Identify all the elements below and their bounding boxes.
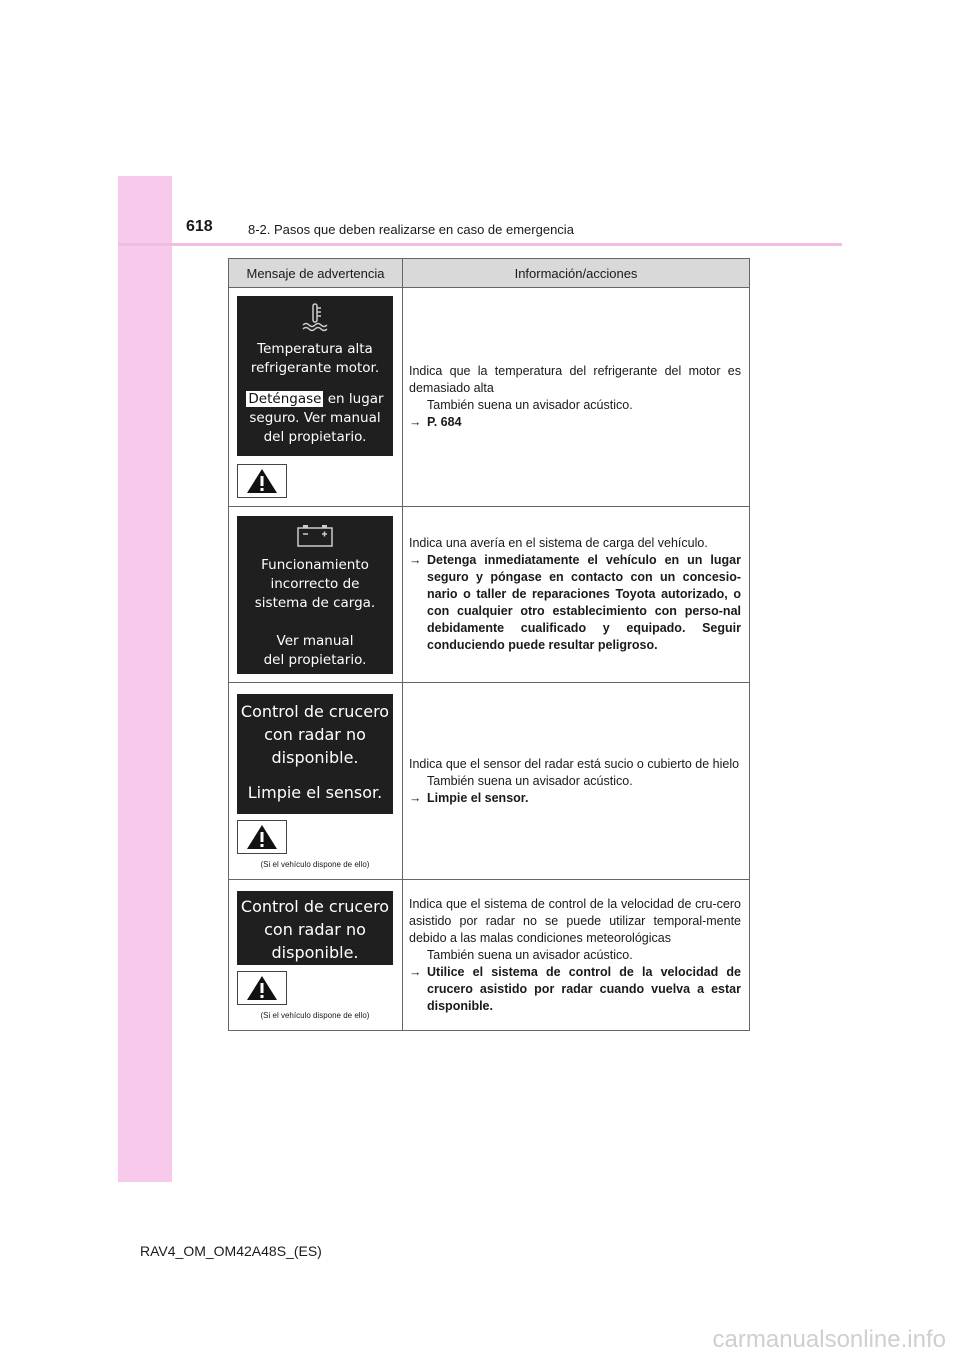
warning-screen	[237, 296, 393, 456]
screen-line: incorrecto de	[270, 575, 360, 592]
table-row	[229, 288, 750, 507]
warning-triangle-icon	[237, 464, 287, 498]
info-cell	[403, 683, 750, 880]
warning-message-table	[228, 258, 750, 1031]
screen-line: Limpie el sensor.	[247, 782, 383, 802]
info-action: → Detenga inmediatamente el vehículo en un lugar seguro y póngase en contacto con un concesio-nario o taller de reparaciones Toyota autorizado, o con cualquier otro establecimiento con perso-nal debidamente cualificado y equipado. Seguir conduciendo puede resultar peligroso.	[409, 553, 741, 652]
screen-line: disponible.	[271, 942, 359, 962]
screen-line: del propietario.	[263, 429, 367, 445]
arrow-icon: →	[409, 553, 422, 567]
warning-screen	[237, 694, 393, 814]
screen-line	[237, 613, 393, 632]
warning-triangle-icon	[237, 820, 287, 854]
info-action	[409, 414, 741, 431]
screen-line: con radar no	[264, 724, 366, 744]
battery-icon	[295, 522, 335, 548]
info-main: Indica que el sistema de control de la velocidad de cru-cero asistido por radar no se puede utilizar temporal-mente debido a las malas condiciones meteorológicas	[409, 896, 741, 945]
screen-line	[237, 769, 393, 781]
screen-line: Ver manual	[276, 632, 354, 649]
page-number: 618	[186, 218, 213, 235]
info-main: Indica una avería en el sistema de carga del vehículo.	[409, 536, 708, 550]
screen-line: seguro. Ver manual	[249, 410, 381, 426]
column-header-info: Información/acciones	[403, 259, 750, 288]
warning-triangle-icon	[237, 971, 287, 1005]
info-main: Indica que la temperatura del refrigerante del motor es demasiado alta	[409, 364, 741, 395]
availability-note: (Si el vehículo dispone de ello)	[260, 1010, 370, 1020]
arrow-icon: →	[409, 964, 422, 979]
info-cell	[403, 507, 750, 683]
column-header-message: Mensaje de advertencia	[229, 259, 403, 288]
info-sub: También suena un avisador acústico.	[427, 398, 633, 412]
warning-screen	[237, 516, 393, 674]
screen-line: del propietario.	[263, 651, 367, 668]
warning-screen	[237, 891, 393, 965]
message-cell	[229, 880, 403, 1031]
screen-highlight: Deténgase	[248, 391, 322, 407]
document-code: RAV4_OM_OM42A48S_(ES)	[140, 1243, 322, 1259]
screen-line: en lugar	[323, 391, 384, 407]
info-cell	[403, 880, 750, 1031]
header-rule	[118, 243, 842, 246]
table-row	[229, 880, 750, 1031]
screen-line: refrigerante motor.	[250, 360, 380, 376]
watermark: carmanualsonline.info	[712, 1326, 946, 1353]
screen-line: Temperatura alta	[257, 341, 373, 357]
message-cell	[229, 507, 403, 683]
table-row	[229, 507, 750, 683]
info-action: → Limpie el sensor.	[409, 790, 529, 805]
info-main: Indica que el sensor del radar está sucio o cubierto de hielo	[409, 756, 740, 771]
screen-line: con radar no	[264, 919, 366, 939]
screen-line-group	[237, 390, 393, 409]
screen-line: disponible.	[271, 747, 359, 767]
table-header-row	[229, 259, 750, 288]
arrow-icon: →	[409, 415, 422, 429]
page-reference-link[interactable]: P. 684	[427, 415, 462, 429]
table-row	[229, 683, 750, 880]
message-cell	[229, 288, 403, 507]
message-cell	[229, 683, 403, 880]
screen-line: Control de crucero	[240, 896, 390, 916]
screen-line: Funcionamiento	[261, 556, 369, 573]
info-cell	[403, 288, 750, 507]
info-sub: También suena un avisador acústico.	[427, 773, 633, 788]
screen-line: sistema de carga.	[254, 594, 376, 611]
info-action: → Utilice el sistema de control de la velocidad de crucero asistido por radar cuando vuelva a estar disponible.	[409, 964, 741, 1013]
screen-line: Control de crucero	[240, 701, 390, 721]
section-title: 8-2. Pasos que deben realizarse en caso de emergencia	[248, 222, 574, 237]
side-color-band	[118, 176, 172, 1182]
info-sub: También suena un avisador acústico.	[427, 947, 633, 962]
availability-note: (Si el vehículo dispone de ello)	[260, 859, 370, 869]
coolant-temperature-icon	[299, 302, 331, 332]
arrow-icon: →	[409, 790, 422, 805]
